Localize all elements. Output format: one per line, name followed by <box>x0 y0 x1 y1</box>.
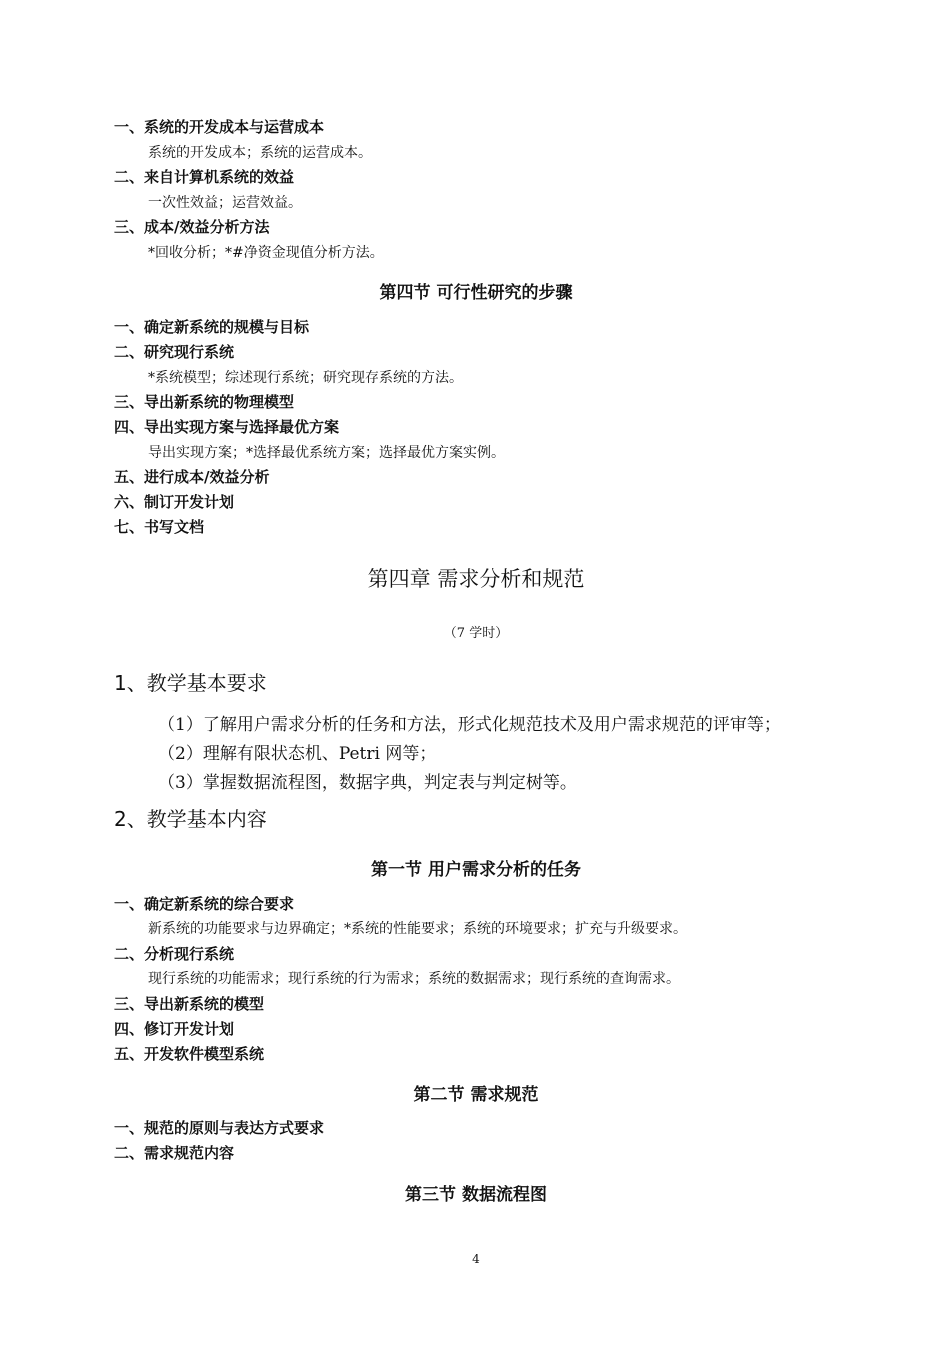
section-title-requirement-tasks: 第一节 用户需求分析的任务 <box>371 860 581 880</box>
part-title-content: 2、教学基本内容 <box>114 807 267 831</box>
spec-heading-1: 一、规范的原则与表达方式要求 <box>114 1119 325 1137</box>
spec-heading-2: 二、需求规范内容 <box>114 1144 235 1162</box>
part-title-requirements: 1、教学基本要求 <box>114 671 267 695</box>
step-detail-4: 导出实现方案；*选择最优系统方案；选择最优方案实例。 <box>148 445 505 461</box>
step-heading-7: 七、书写文档 <box>114 518 205 536</box>
requirement-1: （1）了解用户需求分析的任务和方法，形式化规范技术及用户需求规范的评审等； <box>158 715 781 735</box>
task-heading-5: 五、开发软件模型系统 <box>114 1045 265 1063</box>
detail-cost-benefit-method: *回收分析；*#净资金现值分析方法。 <box>148 245 384 261</box>
task-heading-3: 三、导出新系统的模型 <box>114 995 265 1013</box>
detail-dev-cost: 系统的开发成本；系统的运营成本。 <box>148 145 372 161</box>
step-heading-6: 六、制订开发计划 <box>114 493 235 511</box>
step-heading-3: 三、导出新系统的物理模型 <box>114 393 295 411</box>
task-detail-2: 现行系统的功能需求；现行系统的行为需求；系统的数据需求；现行系统的查询需求。 <box>148 971 680 987</box>
task-heading-2: 二、分析现行系统 <box>114 945 235 963</box>
section-title-requirement-spec: 第二节 需求规范 <box>413 1085 539 1105</box>
detail-benefit: 一次性效益；运营效益。 <box>148 195 302 211</box>
step-heading-1: 一、确定新系统的规模与目标 <box>114 318 310 336</box>
requirement-3: （3）掌握数据流程图，数据字典，判定表与判定树等。 <box>158 773 577 793</box>
section-title-dataflow: 第三节 数据流程图 <box>405 1185 547 1205</box>
heading-benefit: 二、来自计算机系统的效益 <box>114 168 295 186</box>
requirement-2: （2）理解有限状态机、Petri 网等； <box>158 744 437 764</box>
heading-dev-cost: 一、系统的开发成本与运营成本 <box>114 118 325 136</box>
step-heading-4: 四、导出实现方案与选择最优方案 <box>114 418 340 436</box>
step-heading-5: 五、进行成本/效益分析 <box>114 468 270 486</box>
page-number: 4 <box>472 1252 480 1266</box>
task-detail-1: 新系统的功能要求与边界确定；*系统的性能要求；系统的环境要求；扩充与升级要求。 <box>148 921 687 937</box>
heading-cost-benefit-method: 三、成本/效益分析方法 <box>114 218 270 236</box>
chapter-hours: （7 学时） <box>443 626 509 641</box>
step-detail-2: *系统模型；综述现行系统；研究现存系统的方法。 <box>148 370 463 386</box>
chapter-title: 第四章 需求分析和规范 <box>367 567 585 591</box>
task-heading-1: 一、确定新系统的综合要求 <box>114 895 295 913</box>
step-heading-2: 二、研究现行系统 <box>114 343 235 361</box>
task-heading-4: 四、修订开发计划 <box>114 1020 235 1038</box>
section-title-feasibility-steps: 第四节 可行性研究的步骤 <box>379 283 573 303</box>
